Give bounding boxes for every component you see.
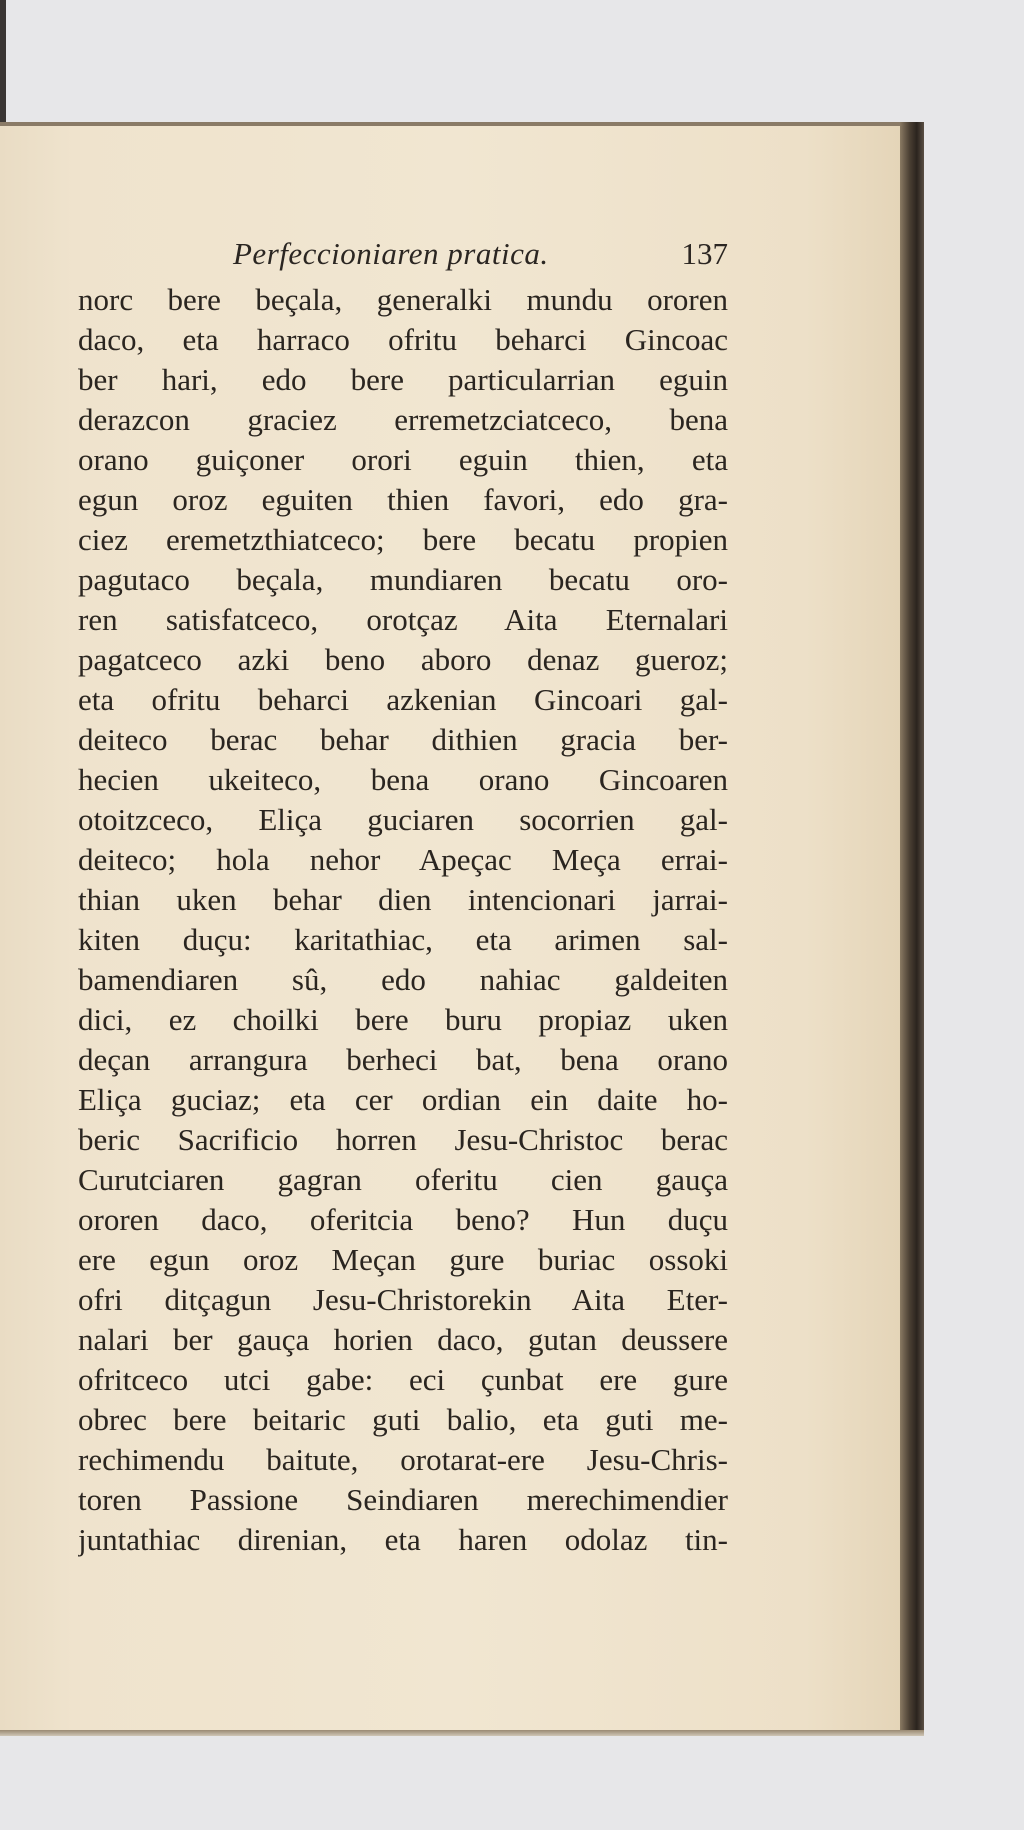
- text-line: ciez eremetzthiatceco; bere becatu propien: [78, 522, 728, 557]
- page-header: [78, 236, 728, 276]
- text-line: egun oroz eguiten thien favori, edo gra-: [78, 482, 728, 517]
- text-line: pagutaco beçala, mundiaren becatu oro-: [78, 562, 728, 597]
- text-line: juntathiac direnian, eta haren odolaz tin-: [78, 1522, 728, 1557]
- text-line: beric Sacrificio horren Jesu-Christoc berac: [78, 1122, 728, 1157]
- text-line: hecien ukeiteco, bena orano Gincoaren: [78, 762, 728, 797]
- text-line: Eliça guciaz; eta cer ordian ein daite ho-: [78, 1082, 728, 1117]
- text-line: eta ofritu beharci azkenian Gincoari gal-: [78, 682, 728, 717]
- text-line: norc bere beçala, generalki mundu ororen: [78, 282, 728, 317]
- text-line: dici, ez choilki bere buru propiaz uken: [78, 1002, 728, 1037]
- body-text: [78, 280, 728, 1560]
- text-line: deiteco berac behar dithien gracia ber-: [78, 722, 728, 757]
- text-line: derazcon graciez erremetzciatceco, bena: [78, 402, 728, 437]
- text-line: deçan arrangura berheci bat, bena orano: [78, 1042, 728, 1077]
- page-bottom-edge: [0, 1730, 924, 1736]
- text-line: deiteco; hola nehor Apeçac Meça errai-: [78, 842, 728, 877]
- page-fore-edge-shadow: [900, 122, 924, 1734]
- text-line: bamendiaren sû, edo nahiac galdeiten: [78, 962, 728, 997]
- text-line: ren satisfatceco, orotçaz Aita Eternalari: [78, 602, 728, 637]
- text-line: ofritceco utci gabe: eci çunbat ere gure: [78, 1362, 728, 1397]
- text-line: kiten duçu: karitathiac, eta arimen sal-: [78, 922, 728, 957]
- text-line: obrec bere beitaric guti balio, eta guti me-: [78, 1402, 728, 1437]
- text-line: daco, eta harraco ofritu beharci Gincoac: [78, 322, 728, 357]
- running-title: Perfeccioniaren pratica.: [233, 236, 549, 271]
- text-line: Curutciaren gagran oferitu cien gauça: [78, 1162, 728, 1197]
- text-line: ororen daco, oferitcia beno? Hun duçu: [78, 1202, 728, 1237]
- text-line: otoitzceco, Eliça guciaren socorrien gal-: [78, 802, 728, 837]
- text-line: ofri ditçagun Jesu-Christorekin Aita Eter-: [78, 1282, 728, 1317]
- text-line: pagatceco azki beno aboro denaz gueroz;: [78, 642, 728, 677]
- text-line: orano guiçoner orori eguin thien, eta: [78, 442, 728, 477]
- text-line: ber hari, edo bere particularrian eguin: [78, 362, 728, 397]
- text-line: toren Passione Seindiaren merechimendier: [78, 1482, 728, 1517]
- text-line: thian uken behar dien intencionari jarrai-: [78, 882, 728, 917]
- text-line: nalari ber gauça horien daco, gutan deussere: [78, 1322, 728, 1357]
- text-line: rechimendu baitute, orotarat-ere Jesu-Chris-: [78, 1442, 728, 1477]
- adjacent-page-edge: [0, 0, 6, 125]
- page-number: 137: [681, 236, 728, 271]
- text-line: ere egun oroz Meçan gure buriac ossoki: [78, 1242, 728, 1277]
